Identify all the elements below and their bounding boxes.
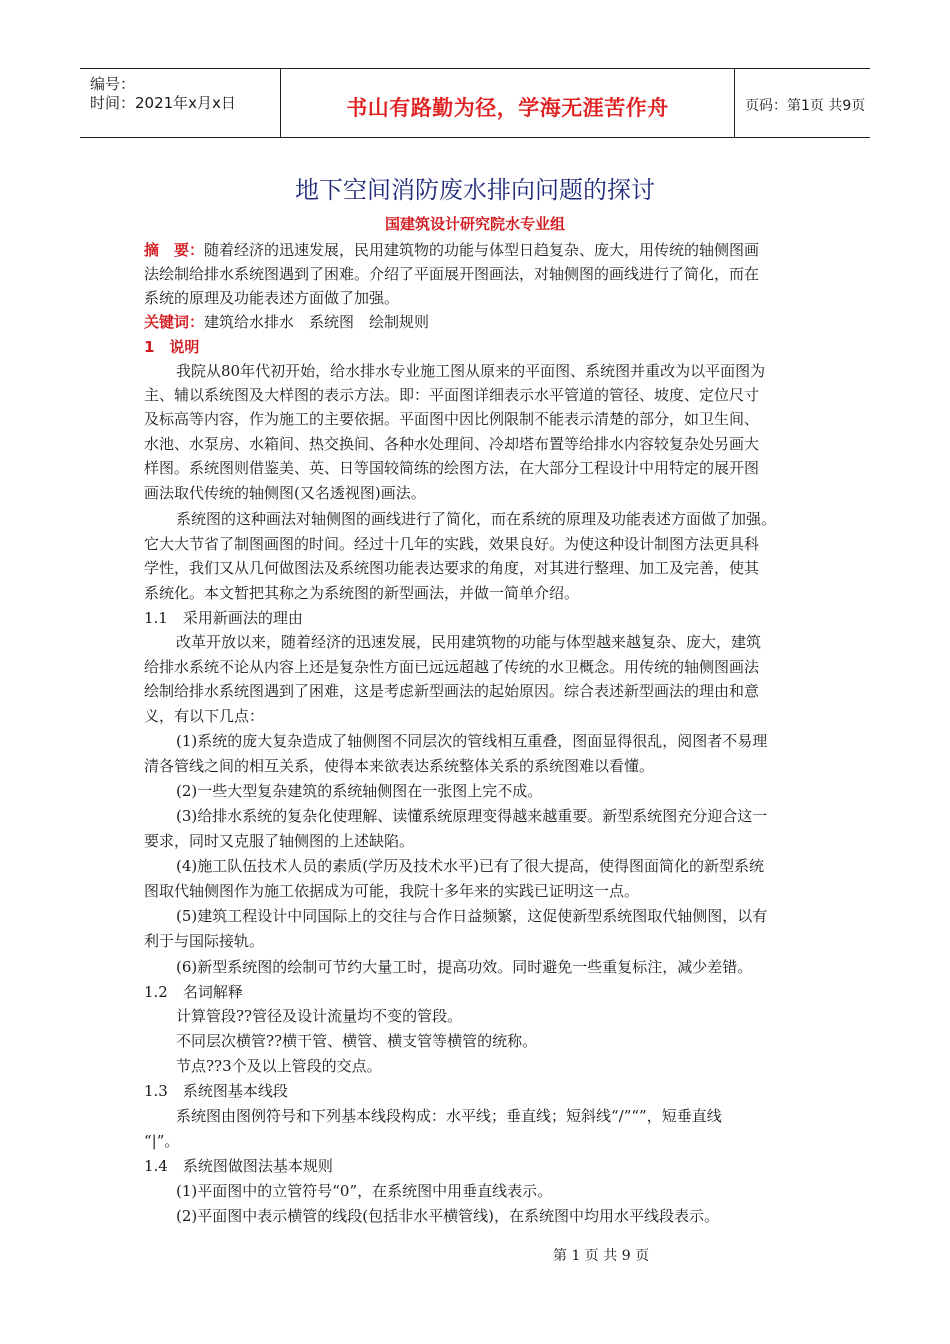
abstract-line: 系统的原理及功能表述方面做了加强。 bbox=[144, 289, 400, 307]
section-subheading: 1.1 采用新画法的理由 bbox=[144, 609, 303, 627]
abstract-line: 法绘制给排水系统图遇到了困难。介绍了平面展开图画法，对轴侧图的画线进行了简化，而在 bbox=[144, 265, 760, 283]
time-label: 时间：2021年x月x日 bbox=[90, 94, 236, 112]
header-page-cell bbox=[735, 69, 870, 137]
header-table bbox=[80, 68, 870, 138]
body-line: (6)新型系统图的绘制可节约大量工时，提高功效。同时避免一些重复标注，减少差错。 bbox=[176, 958, 753, 976]
document-title: 地下空间消防废水排向问题的探讨 bbox=[295, 176, 655, 204]
header-motto-cell bbox=[281, 69, 735, 137]
abstract-text: 随着经济的迅速发展，民用建筑物的功能与体型日趋复杂、庞大，用传统的轴侧图画 bbox=[204, 241, 760, 259]
body-line: 要求，同时又克服了轴侧图的上述缺陷。 bbox=[144, 832, 415, 850]
motto: 书山有路勤为径，学海无涯苦作舟 bbox=[346, 96, 669, 120]
body-line: 样图。系统图则借鉴美、英、日等国较简练的绘图方法，在大部分工程设计中用特定的展开图 bbox=[144, 459, 760, 477]
body-line: 学性，我们又从几何做图法及系统图功能表达要求的角度，对其进行整理、加工及完善，使其 bbox=[144, 559, 760, 577]
body-line: 及标高等内容，作为施工的主要依据。平面图中因比例限制不能表示清楚的部分，如卫生间、 bbox=[144, 410, 760, 428]
body-line: 给排水系统不论从内容上还是复杂性方面已远远超越了传统的水卫概念。用传统的轴侧图画法 bbox=[144, 658, 760, 676]
body-line: (3)给排水系统的复杂化使理解、读懂系统原理变得越来越重要。新型系统图充分迎合这一 bbox=[176, 807, 768, 825]
body-line: 系统图的这种画法对轴侧图的画线进行了简化，而在系统的原理及功能表述方面做了加强。 bbox=[176, 510, 777, 528]
body-line: 计算管段??管径及设计流量均不变的管段。 bbox=[176, 1007, 463, 1025]
body-line: (5)建筑工程设计中同国际上的交往与合作日益频繁，这促使新型系统图取代轴侧图，以有 bbox=[176, 907, 768, 925]
page-info: 页码：第1页 共9页 bbox=[745, 98, 866, 114]
keywords-text: 建筑给水排水 系统图 绘制规则 bbox=[204, 313, 430, 331]
body-line: (2)平面图中表示横管的线段(包括非水平横管线)，在系统图中均用水平线段表示。 bbox=[176, 1207, 719, 1225]
body-line: (1)平面图中的立管符号“0”，在系统图中用垂直线表示。 bbox=[176, 1182, 553, 1200]
body-line: “|”。 bbox=[144, 1132, 180, 1150]
section-heading: 1 说明 bbox=[144, 338, 200, 356]
body-line: 改革开放以来，随着经济的迅速发展，民用建筑物的功能与体型越来越复杂、庞大，建筑 bbox=[176, 633, 762, 651]
body-line: 利于与国际接轨。 bbox=[144, 932, 265, 950]
keywords-label: 关键词： bbox=[144, 313, 205, 331]
body-line: 主、辅以系统图及大样图的表示方法。即：平面图详细表示水平管道的管径、坡度、定位尺寸 bbox=[144, 386, 760, 404]
body-line: (1)系统的庞大复杂造成了轴侧图不同层次的管线相互重叠，图面显得很乱，阅图者不易理 bbox=[176, 732, 768, 750]
abstract-line bbox=[144, 240, 759, 260]
body-line: 绘制给排水系统图遇到了困难，这是考虑新型画法的起始原因。综合表述新型画法的理由和意 bbox=[144, 682, 760, 700]
author: 国建筑设计研究院水专业组 bbox=[384, 215, 565, 233]
header-info-cell bbox=[80, 69, 281, 137]
body-line: (2)一些大型复杂建筑的系统轴侧图在一张图上完不成。 bbox=[176, 782, 543, 800]
body-line: 不同层次横管??横干管、横管、横支管等横管的统称。 bbox=[176, 1032, 538, 1050]
body-line: 义，有以下几点： bbox=[144, 707, 265, 725]
abstract-label: 摘 要： bbox=[144, 241, 205, 259]
body-line: 系统化。本文暂把其称之为系统图的新型画法，并做一简单介绍。 bbox=[144, 584, 580, 602]
body-line: 图取代轴侧图作为施工依据成为可能，我院十多年来的实践已证明这一点。 bbox=[144, 882, 640, 900]
body-line: 节点??3个及以上管段的交点。 bbox=[176, 1057, 382, 1075]
section-subheading: 1.2 名词解释 bbox=[144, 983, 243, 1001]
body-line: 系统图由图例符号和下列基本线段构成：水平线；垂直线；短斜线“/”“”，短垂直线 bbox=[176, 1107, 722, 1125]
body-line: 画法取代传统的轴侧图(又名透视图)画法。 bbox=[144, 484, 426, 502]
body-line: 我院从80年代初开始，给水排水专业施工图从原来的平面图、系统图并重改为以平面图为 bbox=[176, 362, 766, 380]
page-footer: 第 1 页 共 9 页 bbox=[553, 1248, 650, 1264]
body-line: (4)施工队伍技术人员的素质(学历及技术水平)已有了很大提高，使得图面简化的新型系统 bbox=[176, 857, 764, 875]
keywords-line bbox=[144, 312, 429, 332]
body-line: 它大大节省了制图画图的时间。经过十几年的实践，效果良好。为使这种设计制图方法更具科 bbox=[144, 535, 760, 553]
section-subheading: 1.3 系统图基本线段 bbox=[144, 1082, 288, 1100]
body-line: 清各管线之间的相互关系，使得本来欲表达系统整体关系的系统图难以看懂。 bbox=[144, 757, 655, 775]
serial-label: 编号： bbox=[90, 75, 136, 93]
body-line: 水池、水泵房、水箱间、热交换间、各种水处理间、冷却塔布置等给排水内容较复杂处另画大 bbox=[144, 435, 760, 453]
section-subheading: 1.4 系统图做图法基本规则 bbox=[144, 1157, 333, 1175]
